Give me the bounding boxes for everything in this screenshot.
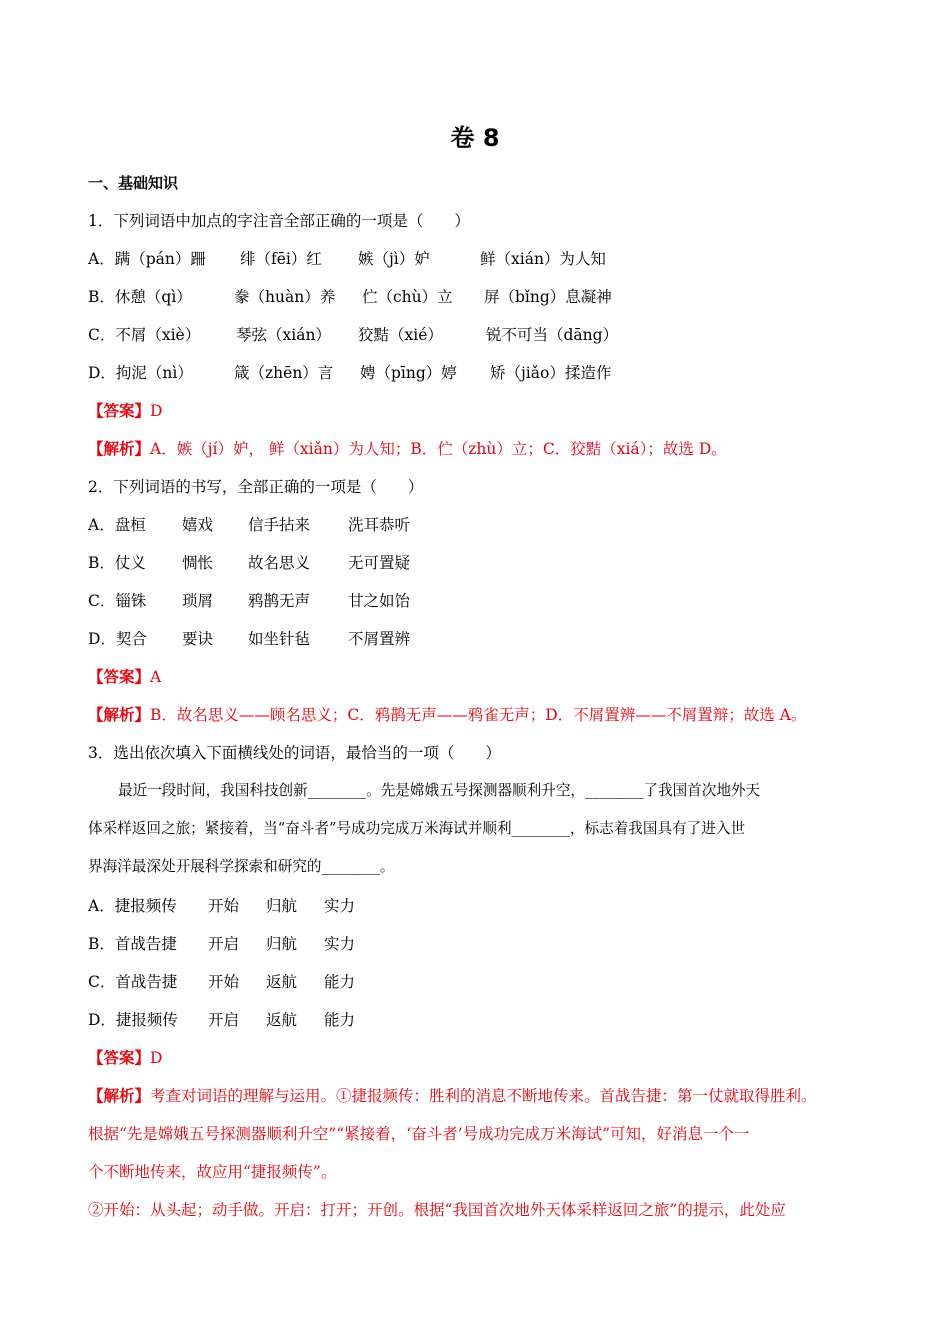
label-prefix: 【解析】 [88, 439, 151, 458]
q3-a-1: A．捷报频传 [88, 897, 177, 915]
q3-b-4: 实力 [324, 935, 356, 953]
section-heading: 一、基础知识 [88, 174, 179, 192]
q2-b-4: 无可置疑 [348, 554, 411, 572]
q3-analysis-line-2: 根据“先是嫦娥五号探测器顺利升空”“紧接着，‘奋斗者’号成功完成万米海试”可知，好消息一个一 [88, 1125, 750, 1143]
q1-c-3: 狡黠（xié） [358, 326, 443, 344]
q2-c-4: 甘之如饴 [348, 592, 411, 610]
q2-option-c [88, 590, 410, 612]
q3-passage-line-3: 界海洋最深处开展科学探索和研究的________。 [88, 858, 395, 875]
q3-c-2: 开始 [208, 973, 240, 991]
q1-a-3: 嫉（jì）妒 [358, 250, 430, 268]
q1-a-4: 鲜（xián）为人知 [480, 250, 606, 268]
q3-d-4: 能力 [324, 1011, 356, 1029]
q3-passage-line-2: 体采样返回之旅；紧接着，当“奋斗者”号成功完成万米海试并顺利________，标志着我国具有了进入世 [88, 820, 746, 837]
q2-c-1: C．锱铢 [88, 592, 147, 610]
q3-b-3: 归航 [266, 935, 298, 953]
q2-c-3: 鸦鹊无声 [248, 592, 311, 610]
q1-c-4: 锐不可当（dāng） [486, 326, 619, 344]
q2-answer: 【答案】A [88, 667, 162, 686]
q1-option-c [88, 324, 618, 346]
q1-answer: 【答案】D [88, 401, 163, 420]
q2-option-d [88, 628, 410, 650]
q3-d-3: 返航 [266, 1011, 298, 1029]
q2-option-b [88, 552, 410, 574]
q1-d-3: 娉（pīng）婷 [360, 364, 457, 382]
q2-d-4: 不屑置辨 [348, 630, 411, 648]
q2-d-2: 要诀 [182, 630, 214, 648]
label-prefix: 【答案】 [88, 667, 151, 686]
label-prefix: 【解析】 [88, 705, 151, 724]
q3-c-1: C．首战告捷 [88, 973, 178, 991]
q1-b-2: 豢（huàn）养 [234, 288, 336, 306]
q1-b-1: B．休憩（qì） [88, 288, 192, 306]
label-prefix: 【答案】 [88, 401, 151, 420]
question-2-stem: 2．下列词语的书写，全部正确的一项是（ ） [88, 478, 424, 496]
q3-analysis-line-1: 【解析】考查对词语的理解与运用。①捷报频传：胜利的消息不断地传来。首战告捷：第一仗就取得胜利。 [88, 1086, 817, 1105]
q2-option-a [88, 514, 410, 536]
q2-d-1: D．契合 [88, 630, 147, 648]
q1-c-1: C．不屑（xiè） [88, 326, 201, 344]
q2-b-1: B．仗义 [88, 554, 146, 572]
q2-b-3: 故名思义 [248, 554, 311, 572]
q3-c-3: 返航 [266, 973, 298, 991]
q2-d-3: 如坐针毡 [248, 630, 311, 648]
q1-option-a [88, 248, 606, 270]
q3-b-2: 开启 [208, 935, 240, 953]
q1-option-b [88, 286, 612, 308]
q3-a-2: 开始 [208, 897, 240, 915]
q1-b-4: 屏（bǐng）息凝神 [484, 288, 612, 306]
q2-a-3: 信手拈来 [248, 516, 311, 534]
q1-c-2: 琴弦（xián） [236, 326, 331, 344]
page-title: 卷 8 [450, 124, 500, 152]
question-1-stem: 1．下列词语中加点的字注音全部正确的一项是（ ） [88, 212, 470, 230]
q1-option-d [88, 362, 611, 384]
q1-analysis: 【解析】A．嫉（jí）妒， 鲜（xiǎn）为人知；B．伫（zhù）立；C．狡黠（xiá）；故选 D。 [88, 439, 727, 458]
q1-a-1: A．蹒（pán）跚 [88, 250, 206, 268]
q3-c-4: 能力 [324, 973, 356, 991]
q2-b-2: 惆怅 [182, 554, 214, 572]
q2-a-4: 洗耳恭听 [348, 516, 411, 534]
q3-option-c [88, 971, 355, 993]
q1-d-2: 箴（zhēn）言 [234, 364, 334, 382]
q2-a-2: 嬉戏 [182, 516, 214, 534]
q1-d-1: D．拘泥（nì） [88, 364, 193, 382]
q3-option-d [88, 1009, 355, 1031]
question-3-stem: 3．选出依次填入下面横线处的词语，最恰当的一项（ ） [88, 744, 501, 762]
label-prefix: 【解析】 [88, 1086, 151, 1105]
q3-d-1: D．捷报频传 [88, 1011, 178, 1029]
q3-b-1: B．首战告捷 [88, 935, 177, 953]
q2-analysis: 【解析】B．故名思义——顾名思义；C．鸦鹊无声——鸦雀无声；D．不屑置辨——不屑置辩；故选 A。 [88, 705, 807, 724]
q2-c-2: 琐屑 [182, 592, 214, 610]
q3-option-b [88, 933, 355, 955]
q1-a-2: 绯（fēi）红 [240, 250, 322, 268]
q3-answer: 【答案】D [88, 1048, 163, 1067]
q3-a-4: 实力 [324, 897, 356, 915]
q3-analysis-line-4: ②开始：从头起；动手做。开启：打开；开创。根据“我国首次地外天体采样返回之旅”的提示，此处应 [88, 1201, 786, 1219]
label-prefix: 【答案】 [88, 1048, 151, 1067]
q3-analysis-line-3: 个不断地传来，故应用“捷报频传”。 [88, 1163, 337, 1181]
q3-d-2: 开启 [208, 1011, 240, 1029]
q1-d-4: 矫（jiǎo）揉造作 [490, 364, 612, 382]
q3-passage-line-1: 最近一段时间，我国科技创新________。先是嫦娥五号探测器顺利升空，________了我国首次地外天 [118, 782, 761, 799]
q2-a-1: A．盘桓 [88, 516, 146, 534]
q3-a-3: 归航 [266, 897, 298, 915]
q3-option-a [88, 895, 355, 917]
q1-b-3: 伫（chù）立 [362, 288, 453, 306]
